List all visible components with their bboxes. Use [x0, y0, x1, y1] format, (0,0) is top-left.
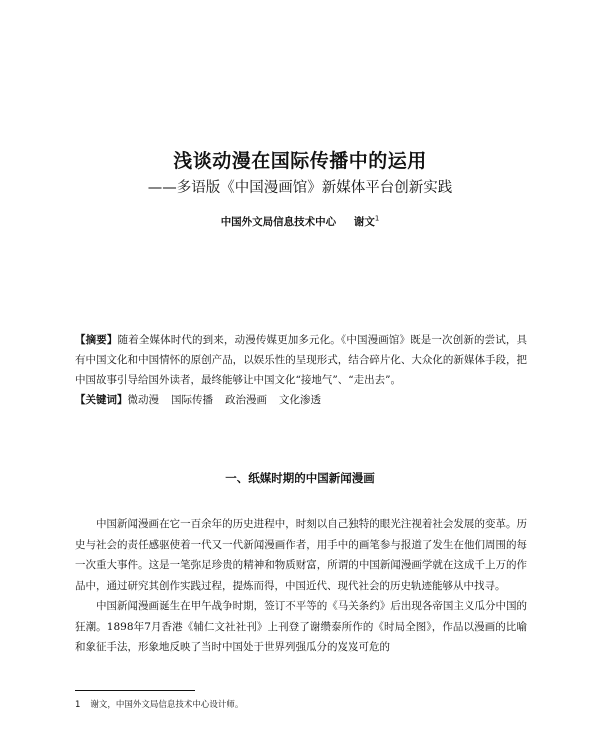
author-line: [0, 214, 600, 229]
body-paragraph: 中国新闻漫画在它一百余年的历史进程中，时刻以自己独特的眼光注视着社会发展的变革。历史与社会的责任感驱使着一代又一代新闻漫画作者，用手中的画笔参与报道了发生在他们周围的每一次重大事件。这是一笔弥足珍贵的精神和物质财富，所谓的中国新闻漫画学就在这成千上万的作品中，通过研究其创作实践过程，提炼而得，中国近代、现代社会的历史轨迹能够从中找寻。: [75, 518, 527, 592]
footnote: [75, 698, 527, 710]
footnote-text: 谢文，中国外文局信息技术中心设计师。: [90, 700, 244, 710]
footnote-mark: 1: [75, 700, 81, 710]
author-footnote-mark: 1: [374, 214, 380, 223]
keyword-item: 政治漫画: [225, 394, 267, 406]
section-heading: 一、纸媒时期的中国新闻漫画: [225, 471, 375, 485]
abstract-text: 随着全媒体时代的到来，动漫传媒更加多元化。《中国漫画馆》既是一次创新的尝试，具有中国文化和中国情怀的原创产品，以娱乐性的呈现形式，结合碎片化、大众化的新媒体手段，把中国故事引导给国外读者，最终能够让中国文化“接地气”、“走出去”。: [75, 334, 528, 386]
keyword-item: 微动漫: [127, 394, 159, 406]
keywords-row: [75, 390, 527, 410]
footnote-divider: [75, 690, 195, 691]
keyword-item: 文化渗透: [279, 394, 321, 406]
abstract-block: [75, 330, 527, 410]
article-title: 浅谈动漫在国际传播中的运用: [173, 150, 427, 172]
abstract-paragraph: [75, 330, 527, 390]
body-text: [75, 514, 527, 658]
keyword-item: 国际传播: [171, 394, 213, 406]
article-subtitle: ——多语版《中国漫画馆》新媒体平台创新实践: [147, 180, 453, 196]
body-paragraph: 中国新闻漫画诞生在甲午战争时期，签订不平等的《马关条约》后出现各帝国主义瓜分中国的狂潮。1898年7月香港《辅仁文社社刊》上刊登了谢缵泰所作的《时局全图》，作品以漫画的比喻和象征手法，形象地反映了当时中国处于世界列强瓜分的岌岌可危的: [75, 600, 527, 653]
abstract-label: 【摘要】: [75, 334, 118, 346]
author-affiliation: 中国外文局信息技术中心: [220, 216, 337, 228]
keywords-label: 【关键词】: [75, 394, 128, 406]
author-name: 谢文$^1$: [353, 214, 380, 228]
